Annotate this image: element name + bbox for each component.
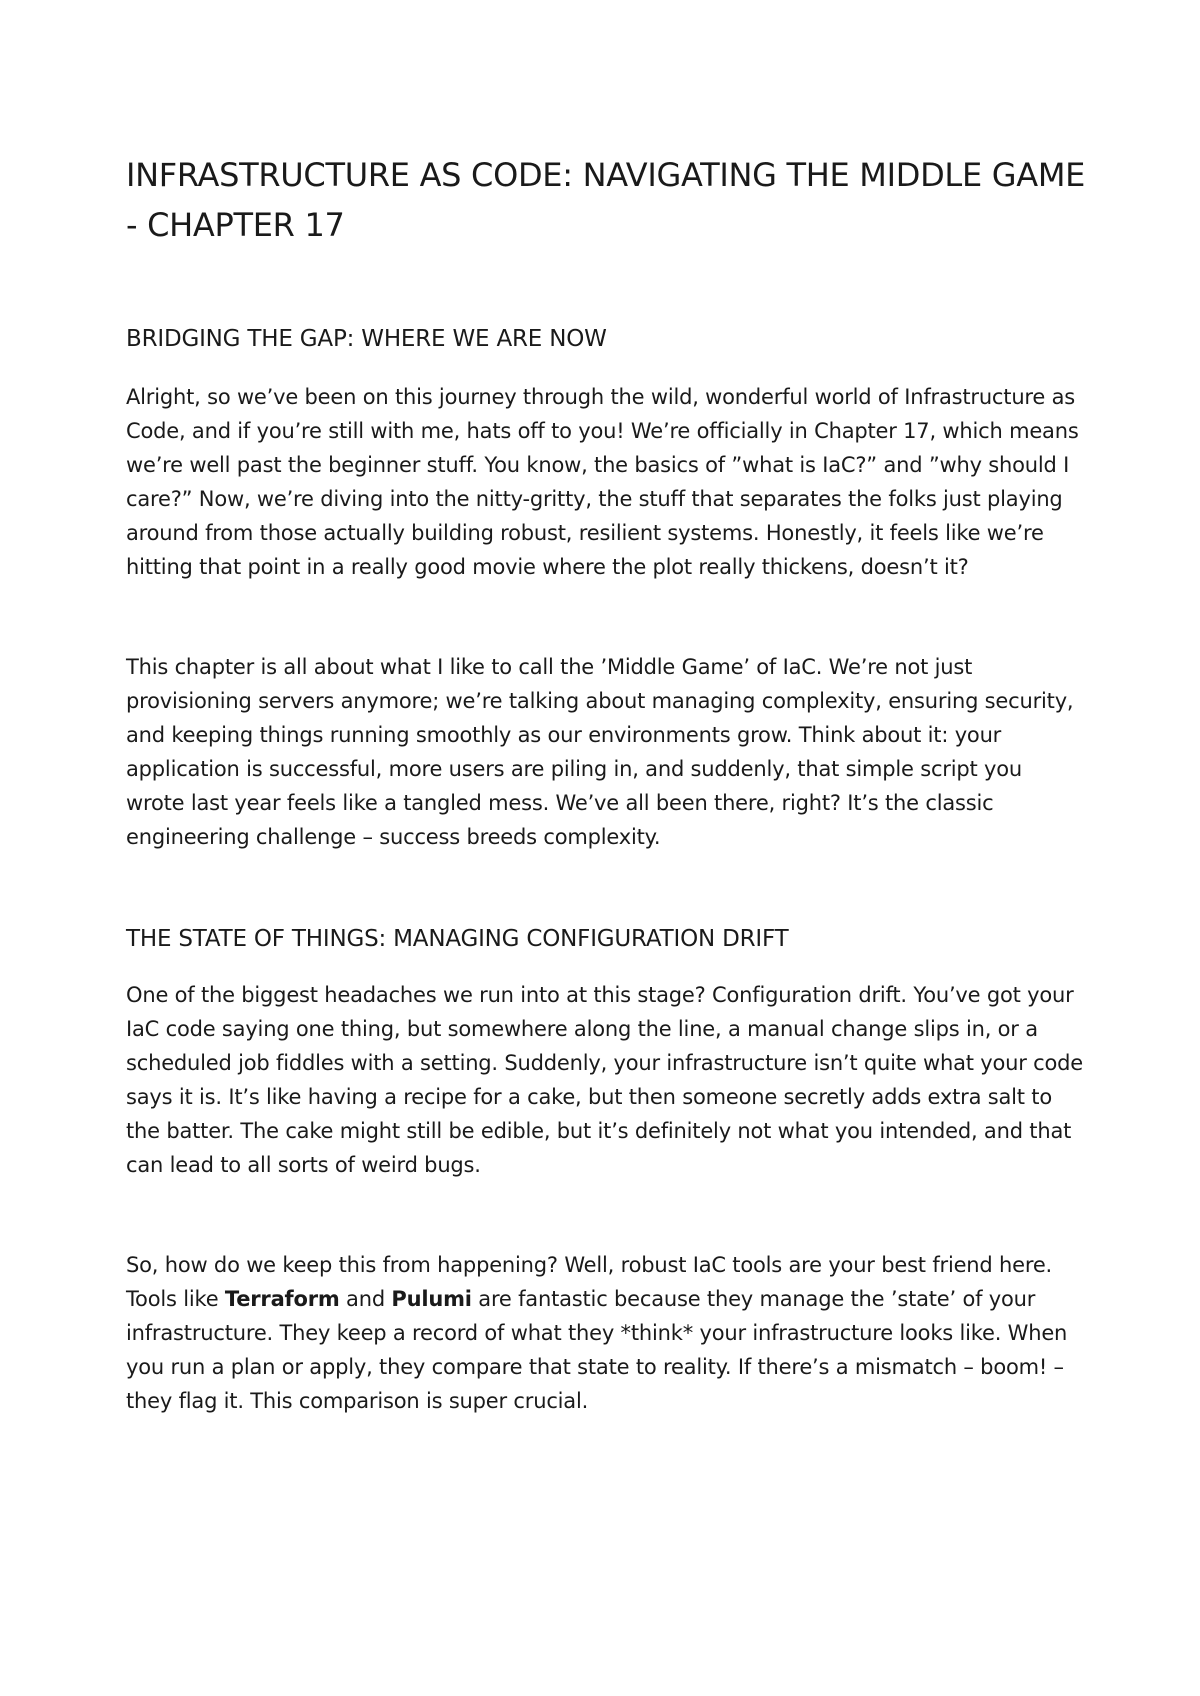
tool-name-terraform: Terraform [224,1287,340,1311]
document-page [126,150,1086,1418]
document-title: INFRASTRUCTURE AS CODE: NAVIGATING THE MIDDLE GAME - CHAPTER 17 [126,156,1086,244]
paragraph-text: are fantastic because they manage the ’state’ of your infrastructure. They keep a record of what they *think* your infrastructure looks like. When you run a plan or apply, they compare that state to reality. If there’s a mismatch – boom! – they flag it. This comparison is super crucial. [126,1287,1068,1413]
paragraph-journey-intro: Alright, so we’ve been on this journey through the wild, wonderful world of Infrastructure as Code, and if you’re still with me, hats off to you! We’re officially in Chapter 17, which means we’re well past the beginner stuff. You know, the basics of ”what is IaC?” and ”why should I care?” Now, we’re diving into the nitty-gritty, the stuff that separates the folks just playing around from those actually building robust, resilient systems. Honestly, it feels like we’re hitting that point in a really good movie where the plot really thickens, doesn’t it? [126,385,1079,579]
paragraph-state-management [126,1248,1086,1418]
paragraph-text: and [339,1287,392,1311]
tool-name-pulumi: Pulumi [391,1287,472,1311]
paragraph-text: So, how do we keep this from happening? Well, robust IaC tools are your best friend here. Tools like [126,1253,1053,1311]
section-heading-configuration-drift: THE STATE OF THINGS: MANAGING CONFIGURATION DRIFT [126,926,789,952]
section-heading-bridging-the-gap: BRIDGING THE GAP: WHERE WE ARE NOW [126,326,607,352]
paragraph-configuration-drift: One of the biggest headaches we run into at this stage? Configuration drift. You’ve got your IaC code saying one thing, but somewhere along the line, a manual change slips in, or a scheduled job fiddles with a setting. Suddenly, your infrastructure isn’t quite what your code says it is. It’s like having a recipe for a cake, but then someone secretly adds extra salt to the batter. The cake might still be edible, but it’s definitely not what you intended, and that can lead to all sorts of weird bugs. [126,983,1084,1177]
paragraph-middle-game: This chapter is all about what I like to call the ’Middle Game’ of IaC. We’re not just provisioning servers anymore; we’re talking about managing complexity, ensuring security, and keeping things running smoothly as our environments grow. Think about it: your application is successful, more users are piling in, and suddenly, that simple script you wrote last year feels like a tangled mess. We’ve all been there, right? It’s the classic engineering challenge – success breeds complexity. [126,655,1074,849]
